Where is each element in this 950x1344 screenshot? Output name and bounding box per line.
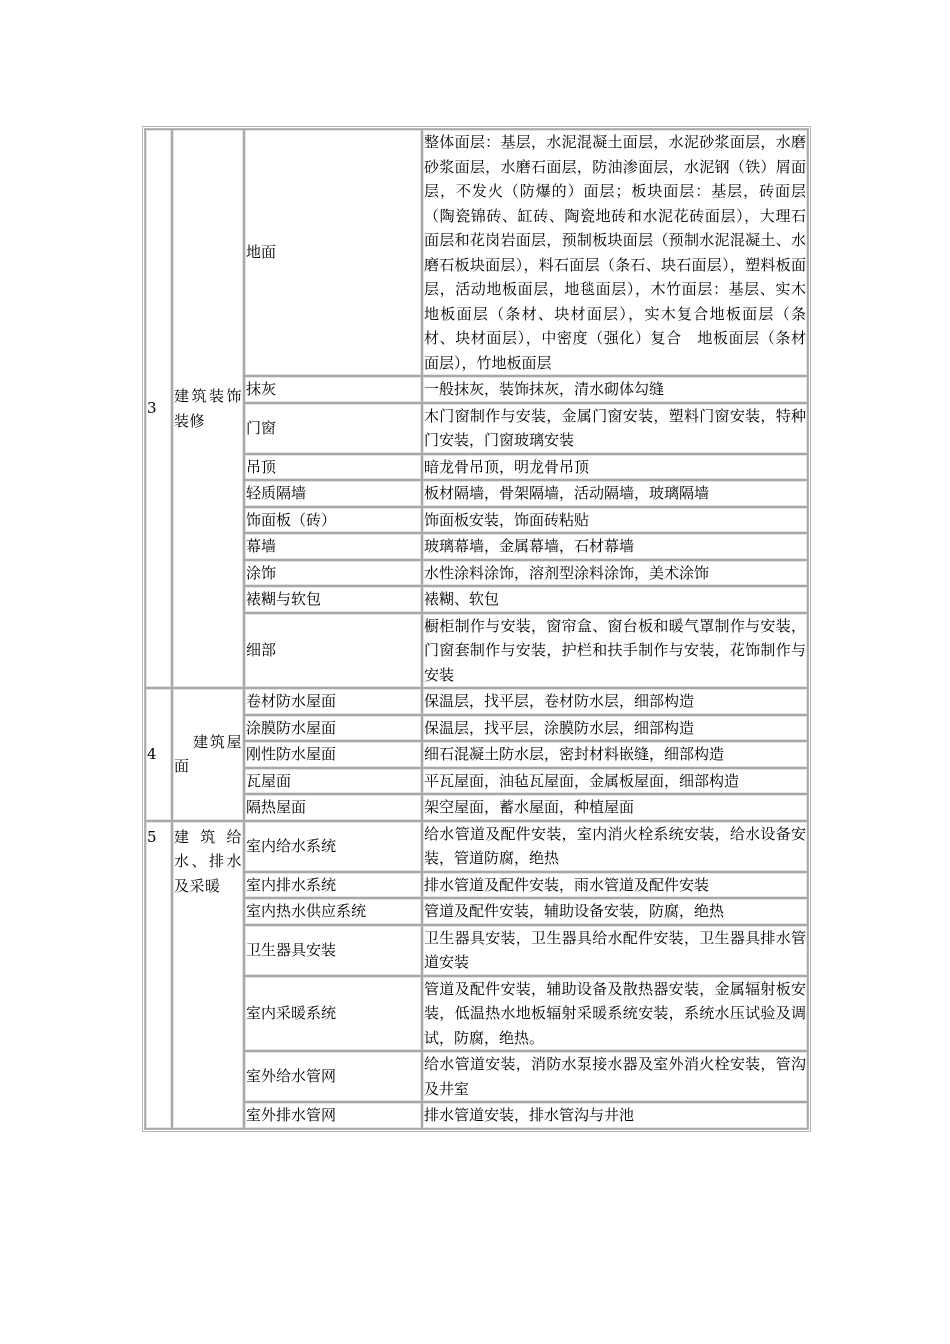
subdivision-content: 裱糊、软包 xyxy=(422,586,808,613)
subdivision-content: 饰面板安装，饰面砖粘贴 xyxy=(422,507,808,534)
table-row xyxy=(145,794,808,821)
subdivision-content: 板材隔墙，骨架隔墙，活动隔墙，玻璃隔墙 xyxy=(422,480,808,507)
subdivision-name: 室内热水供应系统 xyxy=(244,898,422,925)
subdivision-name: 室内采暖系统 xyxy=(244,976,422,1052)
table-row xyxy=(145,898,808,925)
subdivision-content: 架空屋面，蓄水屋面，种植屋面 xyxy=(422,794,808,821)
subdivision-name: 饰面板（砖） xyxy=(244,507,422,534)
subdivision-content: 整体面层：基层，水泥混凝土面层，水泥砂浆面层，水磨砂浆面层，水磨石面层，防油渗面层，水泥钢（铁）屑面层，不发火（防爆的）面层；板块面层：基层，砖面层（陶瓷锦砖、缸砖、陶瓷地砖和水泥花砖面层），大理石面层和花岗岩面层，预制板块面层（预制水泥混凝土、水磨石板块面层），料石面层（条石、块石面层），塑料板面层，活动地板面层，地毯面层），木竹面层：基层、实木地板面层（条材、块材面层），实木复合地板面层（条材、块材面层），中密度（强化）复合 地板面层（条材面层），竹地板面层 xyxy=(422,129,808,376)
subdivision-name: 轻质隔墙 xyxy=(244,480,422,507)
subdivision-name: 细部 xyxy=(244,613,422,689)
table-row xyxy=(145,976,808,1052)
subdivision-name: 瓦屋面 xyxy=(244,768,422,795)
division-name-text: 建筑屋面 xyxy=(174,732,242,776)
subdivision-name: 刚性防水屋面 xyxy=(244,741,422,768)
table-row xyxy=(145,454,808,481)
subdivision-content: 一般抹灰，装饰抹灰，清水砌体勾缝 xyxy=(422,376,808,403)
subdivision-name: 室外给水管网 xyxy=(244,1051,422,1102)
table-row xyxy=(145,613,808,689)
subdivision-name: 室内排水系统 xyxy=(244,872,422,899)
subdivision-name: 卫生器具安装 xyxy=(244,925,422,976)
subdivision-name: 室外排水管网 xyxy=(244,1102,422,1129)
subdivision-content: 细石混凝土防水层，密封材料嵌缝，细部构造 xyxy=(422,741,808,768)
division-number: 3 xyxy=(145,129,172,688)
table-row xyxy=(145,129,808,376)
subdivision-content: 排水管道及配件安装，雨水管道及配件安装 xyxy=(422,872,808,899)
division-number: 5 xyxy=(145,821,172,1129)
subdivision-name: 幕墙 xyxy=(244,533,422,560)
subdivision-name: 抹灰 xyxy=(244,376,422,403)
subdivision-name: 裱糊与软包 xyxy=(244,586,422,613)
table-row xyxy=(145,1051,808,1102)
subdivision-name: 门窗 xyxy=(244,403,422,454)
subdivision-content: 管道及配件安装，辅助设备及散热器安装，金属辐射板安装，低温热水地板辐射采暖系统安装，系统水压试验及调试，防腐，绝热。 xyxy=(422,976,808,1052)
subdivision-name: 室内给水系统 xyxy=(244,821,422,872)
subdivision-content: 水性涂料涂饰，溶剂型涂料涂饰，美术涂饰 xyxy=(422,560,808,587)
table-row xyxy=(145,586,808,613)
table-row xyxy=(145,768,808,795)
subdivision-content: 暗龙骨吊顶，明龙骨吊顶 xyxy=(422,454,808,481)
subdivision-content: 玻璃幕墙，金属幕墙，石材幕墙 xyxy=(422,533,808,560)
table-row xyxy=(145,376,808,403)
subdivision-content: 卫生器具安装，卫生器具给水配件安装，卫生器具排水管道安装 xyxy=(422,925,808,976)
table-row xyxy=(145,507,808,534)
table-row xyxy=(145,741,808,768)
division-number: 4 xyxy=(145,688,172,821)
table-row xyxy=(145,715,808,742)
table-row xyxy=(145,872,808,899)
table-row xyxy=(145,1102,808,1129)
subdivision-content: 橱柜制作与安装，窗帘盒、窗台板和暖气罩制作与安装，门窗套制作与安装，护栏和扶手制作与安装，花饰制作与安装 xyxy=(422,613,808,689)
subdivision-name: 卷材防水屋面 xyxy=(244,688,422,715)
subdivision-content: 木门窗制作与安装，金属门窗安装，塑料门窗安装，特种门安装，门窗玻璃安装 xyxy=(422,403,808,454)
table-row xyxy=(145,480,808,507)
table-row xyxy=(145,688,808,715)
subdivision-name: 地面 xyxy=(244,129,422,376)
division-name: 建筑给水、排水及采暖 xyxy=(172,821,244,1129)
table-row xyxy=(145,925,808,976)
project-division-table xyxy=(142,126,811,1132)
table-row xyxy=(145,533,808,560)
subdivision-name: 涂饰 xyxy=(244,560,422,587)
division-name: 建筑装饰装修 xyxy=(172,129,244,688)
subdivision-name: 隔热屋面 xyxy=(244,794,422,821)
subdivision-content: 给水管道安装，消防水泵接水器及室外消火栓安装，管沟及井室 xyxy=(422,1051,808,1102)
subdivision-content: 平瓦屋面，油毡瓦屋面，金属板屋面，细部构造 xyxy=(422,768,808,795)
table-row xyxy=(145,821,808,872)
subdivision-content: 保温层，找平层，卷材防水层，细部构造 xyxy=(422,688,808,715)
subdivision-content: 管道及配件安装，辅助设备安装，防腐，绝热 xyxy=(422,898,808,925)
subdivision-content: 排水管道安装，排水管沟与井池 xyxy=(422,1102,808,1129)
subdivision-name: 吊顶 xyxy=(244,454,422,481)
subdivision-content: 保温层，找平层，涂膜防水层，细部构造 xyxy=(422,715,808,742)
table-row xyxy=(145,403,808,454)
division-name xyxy=(172,688,244,821)
subdivision-name: 涂膜防水屋面 xyxy=(244,715,422,742)
table-row xyxy=(145,560,808,587)
subdivision-content: 给水管道及配件安装，室内消火栓系统安装，给水设备安装，管道防腐，绝热 xyxy=(422,821,808,872)
